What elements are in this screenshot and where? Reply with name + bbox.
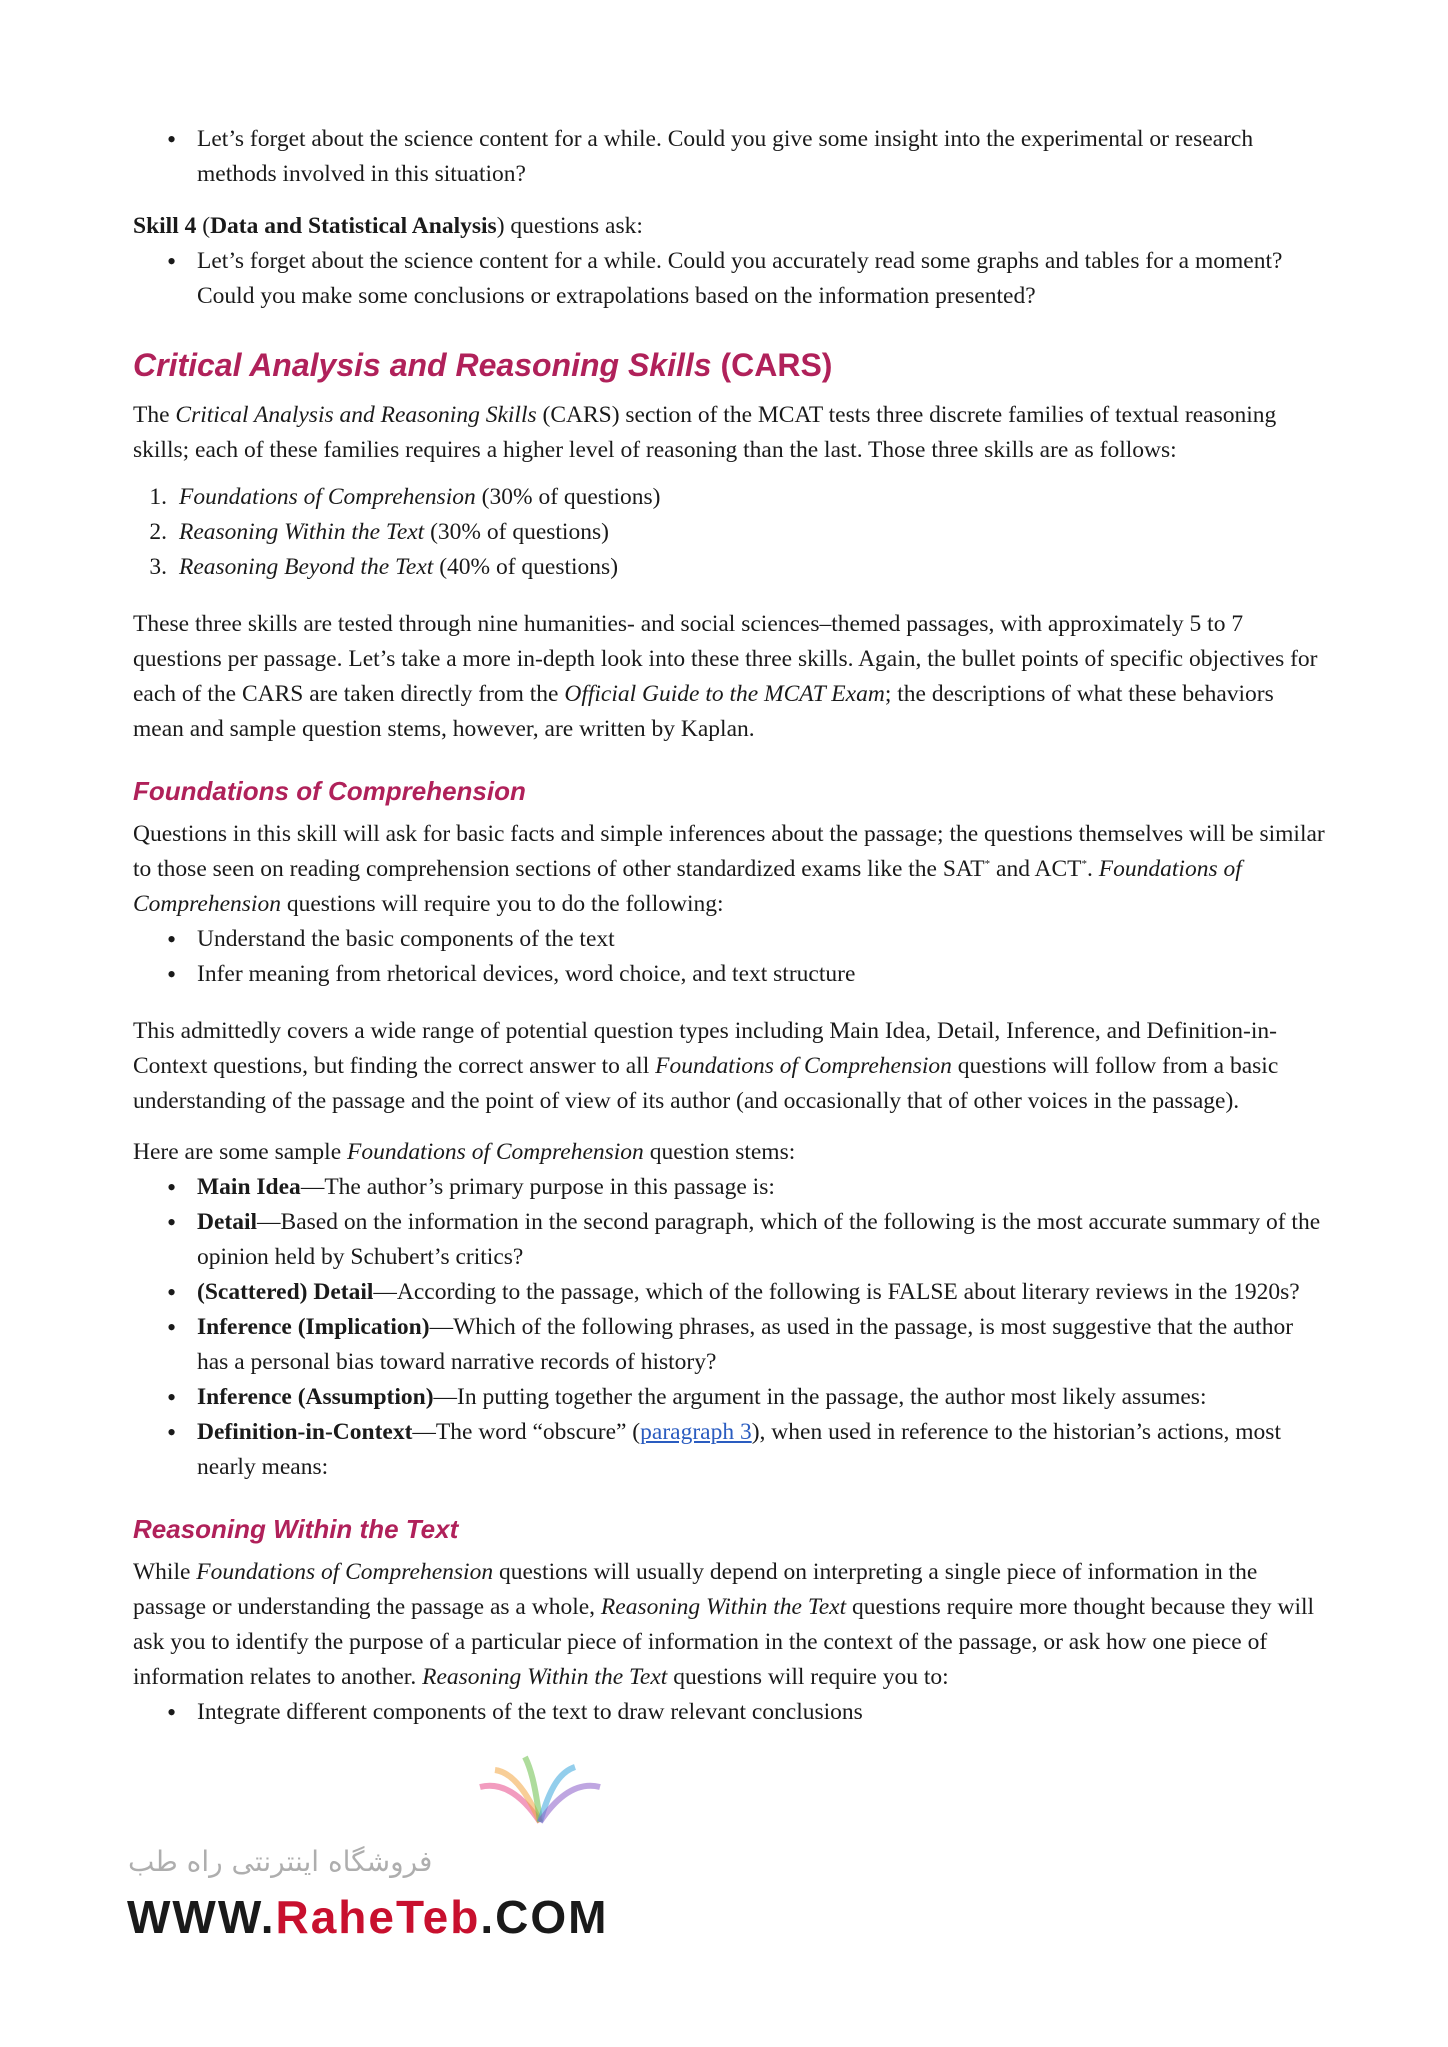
foc-question-types-paragraph: This admittedly covers a wide range of potential question types including Main Idea, Detail, Inference, and Definition-in-Context questions, but finding the correct answer to all Foundations of Comprehension questions will follow from a basic understanding of the passage and the point of view of its author (and occasionally that of other voices in the passage). [133,1018,1279,1114]
subheading-reasoning-within: Reasoning Within the Text [133,1514,459,1544]
watermark-persian-text: فروشگاه اینترنتی راه طب [128,1845,433,1878]
bullet-foc-1: • Understand the basic components of the text [133,922,1328,957]
skill4-intro: Skill 4 (Data and Statistical Analysis) questions ask: [133,213,643,239]
watermark-book-icon [470,1752,610,1832]
foc-sample-stems-intro: Here are some sample Foundations of Comprehension question stems: [133,1139,796,1165]
cars-passages-paragraph: These three skills are tested through nine humanities- and social sciences–themed passages, with approximately 5 to 7 questions per passage. Let’s take a more in-depth look into these three skills. Again, the bullet points of specific objectives for each of the CARS are taken directly from the Official Guide to the MCAT Exam; the descriptions of what these behaviors mean and sample question stems, however, are written by Kaplan. [133,611,1318,742]
section-heading-cars: Critical Analysis and Reasoning Skills (CARS) [133,347,833,383]
cars-intro-paragraph: The Critical Analysis and Reasoning Skills (CARS) section of the MCAT tests three discrete families of textual reasoning skills; each of these families requires a higher level of reasoning than the last. Those three skills are as follows: [133,402,1277,463]
stem-definition-in-context: • Definition-in-Context—The word “obscure” (paragraph 3), when used in reference to the historian’s actions, most nearly means: [133,1415,1328,1485]
document-page [133,122,1328,1730]
rwt-intro-paragraph: While Foundations of Comprehension questions will usually depend on interpreting a single piece of information in the passage or understanding the passage as a whole, Reasoning Within the Text questions require more thought because they will ask you to identify the purpose of a particular piece of information in the context of the passage, or ask how one piece of information relates to another. Reasoning Within the Text questions will require you to: [133,1559,1315,1690]
watermark-url: WWW.RaheTeb.COM [127,1891,609,1943]
list-item: 1. Foundations of Comprehension (30% of questions) [149,484,661,510]
foc-intro-paragraph: Questions in this skill will ask for basic facts and simple inferences about the passage; the questions themselves will be similar to those seen on reading comprehension sections of other standardized exams like the SAT* and ACT*. Foundations of Comprehension questions will require you to do the following: [133,821,1325,917]
paragraph-3-link[interactable]: paragraph 3 [640,1419,752,1445]
bullet-foc-2: • Infer meaning from rhetorical devices, word choice, and text structure [133,957,1328,992]
bullet-research-methods: • Let’s forget about the science content for a while. Could you give some insight into the experimental or research methods involved in this situation? [133,122,1328,192]
stem-scattered-detail: • (Scattered) Detail—According to the passage, which of the following is FALSE about literary reviews in the 1920s? [133,1275,1328,1310]
bullet-rwt-1: • Integrate different components of the text to draw relevant conclusions [133,1695,1328,1730]
list-item: 3. Reasoning Beyond the Text (40% of questions) [149,554,619,580]
subheading-foundations: Foundations of Comprehension [133,776,526,806]
stem-inference-implication: • Inference (Implication)—Which of the following phrases, as used in the passage, is most suggestive that the author has a personal bias toward narrative records of history? [133,1310,1328,1380]
stem-detail: • Detail—Based on the information in the second paragraph, which of the following is the most accurate summary of the opinion held by Schubert’s critics? [133,1205,1328,1275]
list-item: 2. Reasoning Within the Text (30% of questions) [149,519,609,545]
stem-main-idea: • Main Idea—The author’s primary purpose in this passage is: [133,1170,1328,1205]
stem-inference-assumption: • Inference (Assumption)—In putting together the argument in the passage, the author most likely assumes: [133,1380,1328,1415]
cars-skill-list [133,480,1328,585]
bullet-data-analysis: • Let’s forget about the science content for a while. Could you accurately read some graphs and tables for a moment? Could you make some conclusions or extrapolations based on the information presented? [133,244,1328,314]
